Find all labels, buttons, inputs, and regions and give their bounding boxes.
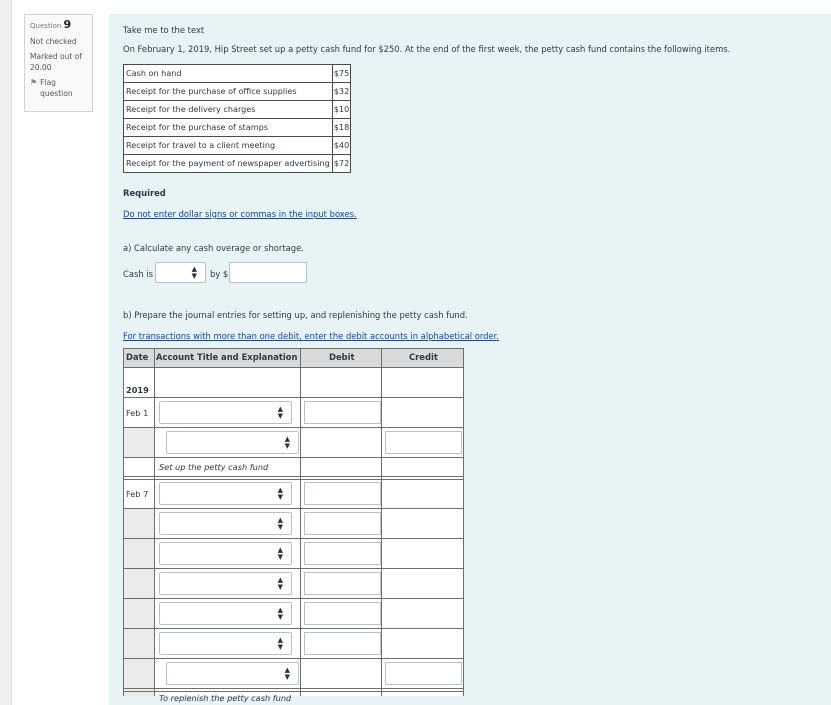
account-select-feb7-row3[interactable] <box>159 542 292 565</box>
date-feb-1: Feb 1 <box>126 408 149 418</box>
table-row <box>124 101 351 119</box>
debit-input-feb7-row2[interactable] <box>304 512 381 535</box>
item-label: Receipt for travel to a client meeting <box>124 137 333 155</box>
updown-arrow-icon: ▲ ▼ <box>284 665 290 681</box>
table-border <box>123 457 464 458</box>
overage-shortage-select[interactable] <box>155 262 206 283</box>
debit-input-feb7-row5[interactable] <box>304 602 381 625</box>
table-row <box>124 65 351 83</box>
account-select-feb1-credit[interactable] <box>166 431 299 454</box>
row-date-cell <box>123 508 154 696</box>
table-border <box>381 348 382 696</box>
question-number-value: 9 <box>63 18 72 31</box>
required-heading: Required <box>123 188 166 198</box>
table-border <box>123 348 464 349</box>
account-select-feb7-row4[interactable] <box>159 572 292 595</box>
updown-arrow-icon: ▲ ▼ <box>277 515 283 531</box>
by-dollar-label: by $ <box>210 269 229 279</box>
table-border <box>123 628 464 629</box>
question-number <box>30 19 87 32</box>
replenish-explanation: To replenish the petty cash fund <box>159 693 292 703</box>
flag-question-label: Flag question <box>40 78 73 98</box>
table-row <box>124 137 351 155</box>
item-amount: $10 <box>332 101 350 119</box>
item-label: Receipt for the purchase of office supplies <box>124 83 333 101</box>
marks-info <box>30 51 87 73</box>
table-border <box>123 476 464 477</box>
table-row <box>124 155 351 173</box>
item-amount: $72 <box>332 155 350 173</box>
updown-arrow-icon: ▲ ▼ <box>277 545 283 561</box>
header-date: Date <box>126 352 149 362</box>
account-select-feb1-debit[interactable] <box>159 401 292 424</box>
part-b-instruction: b) Prepare the journal entries for setting up, and replenishing the petty cash fund. <box>123 310 468 320</box>
item-label: Receipt for the delivery charges <box>124 101 333 119</box>
question-intro: On February 1, 2019, Hip Street set up a petty cash fund for $250. At the end of the first week, the petty cash fund contains the following items. <box>123 44 731 54</box>
table-border <box>123 508 464 509</box>
table-border <box>300 348 301 696</box>
item-amount: $75 <box>332 65 350 83</box>
debit-input-feb1[interactable] <box>304 401 381 424</box>
updown-arrow-icon: ▲ ▼ <box>277 575 283 591</box>
account-select-feb7-row2[interactable] <box>159 512 292 535</box>
table-row <box>124 83 351 101</box>
debit-input-feb7-row6[interactable] <box>304 632 381 655</box>
journal-entry-table <box>123 348 464 703</box>
debit-input-feb7-row4[interactable] <box>304 572 381 595</box>
left-edge-strip <box>0 0 12 705</box>
alphabetical-order-note: For transactions with more than one debit, enter the debit accounts in alphabetical order. <box>123 331 499 341</box>
year-label: 2019 <box>126 385 149 395</box>
question-content <box>109 14 831 705</box>
account-select-feb7-row1[interactable] <box>159 482 292 505</box>
question-status: Not checked <box>30 37 77 46</box>
table-border <box>123 658 464 659</box>
question-label: Question <box>30 22 62 30</box>
take-me-to-text-link[interactable]: Take me to the text <box>123 25 205 35</box>
table-border <box>463 348 464 696</box>
table-border <box>123 688 464 689</box>
table-row <box>124 119 351 137</box>
table-border <box>123 568 464 569</box>
table-border <box>123 427 464 428</box>
item-label: Receipt for the payment of newspaper advertising <box>124 155 333 173</box>
table-border <box>123 598 464 599</box>
updown-arrow-icon: ▲ ▼ <box>277 404 283 420</box>
account-select-feb7-credit[interactable] <box>166 662 299 685</box>
account-select-feb7-row6[interactable] <box>159 632 292 655</box>
table-border <box>123 367 464 368</box>
marked-out-of-label: Marked out of <box>30 52 82 61</box>
cash-difference-input[interactable] <box>229 262 307 283</box>
setup-explanation: Set up the petty cash fund <box>159 462 269 472</box>
date-feb-7: Feb 7 <box>126 489 149 499</box>
flag-icon: ⚑ <box>30 78 38 87</box>
item-amount: $32 <box>332 83 350 101</box>
updown-arrow-icon: ▲ ▼ <box>277 485 283 501</box>
updown-arrow-icon: ▲ ▼ <box>277 635 283 651</box>
credit-input-feb7[interactable] <box>385 662 462 685</box>
item-amount: $18 <box>332 119 350 137</box>
table-border <box>123 348 124 696</box>
cash-is-label: Cash is <box>123 269 154 279</box>
question-info-box <box>24 14 93 112</box>
header-debit: Debit <box>329 352 355 362</box>
table-border <box>123 479 464 480</box>
header-credit: Credit <box>409 352 438 362</box>
petty-cash-items-table <box>123 64 351 173</box>
updown-arrow-icon: ▲ ▼ <box>277 605 283 621</box>
item-label: Receipt for the purchase of stamps <box>124 119 333 137</box>
item-amount: $40 <box>332 137 350 155</box>
debit-input-feb7-row1[interactable] <box>304 482 381 505</box>
flag-question-toggle[interactable] <box>30 77 87 99</box>
table-border <box>123 538 464 539</box>
table-border <box>154 348 155 696</box>
updown-arrow-icon: ▲ ▼ <box>284 434 290 450</box>
credit-input-feb1[interactable] <box>385 431 462 454</box>
table-border <box>123 397 464 398</box>
header-account: Account Title and Explanation <box>156 352 298 362</box>
part-a-instruction: a) Calculate any cash overage or shortage. <box>123 243 304 253</box>
item-label: Cash on hand <box>124 65 333 83</box>
no-dollar-signs-note: Do not enter dollar signs or commas in the input boxes. <box>123 209 357 219</box>
table-border <box>123 691 464 692</box>
debit-input-feb7-row3[interactable] <box>304 542 381 565</box>
account-select-feb7-row5[interactable] <box>159 602 292 625</box>
updown-arrow-icon: ▲ ▼ <box>191 264 197 280</box>
row-date-cell <box>123 427 154 457</box>
marked-out-of-value: 20.00 <box>30 63 52 72</box>
